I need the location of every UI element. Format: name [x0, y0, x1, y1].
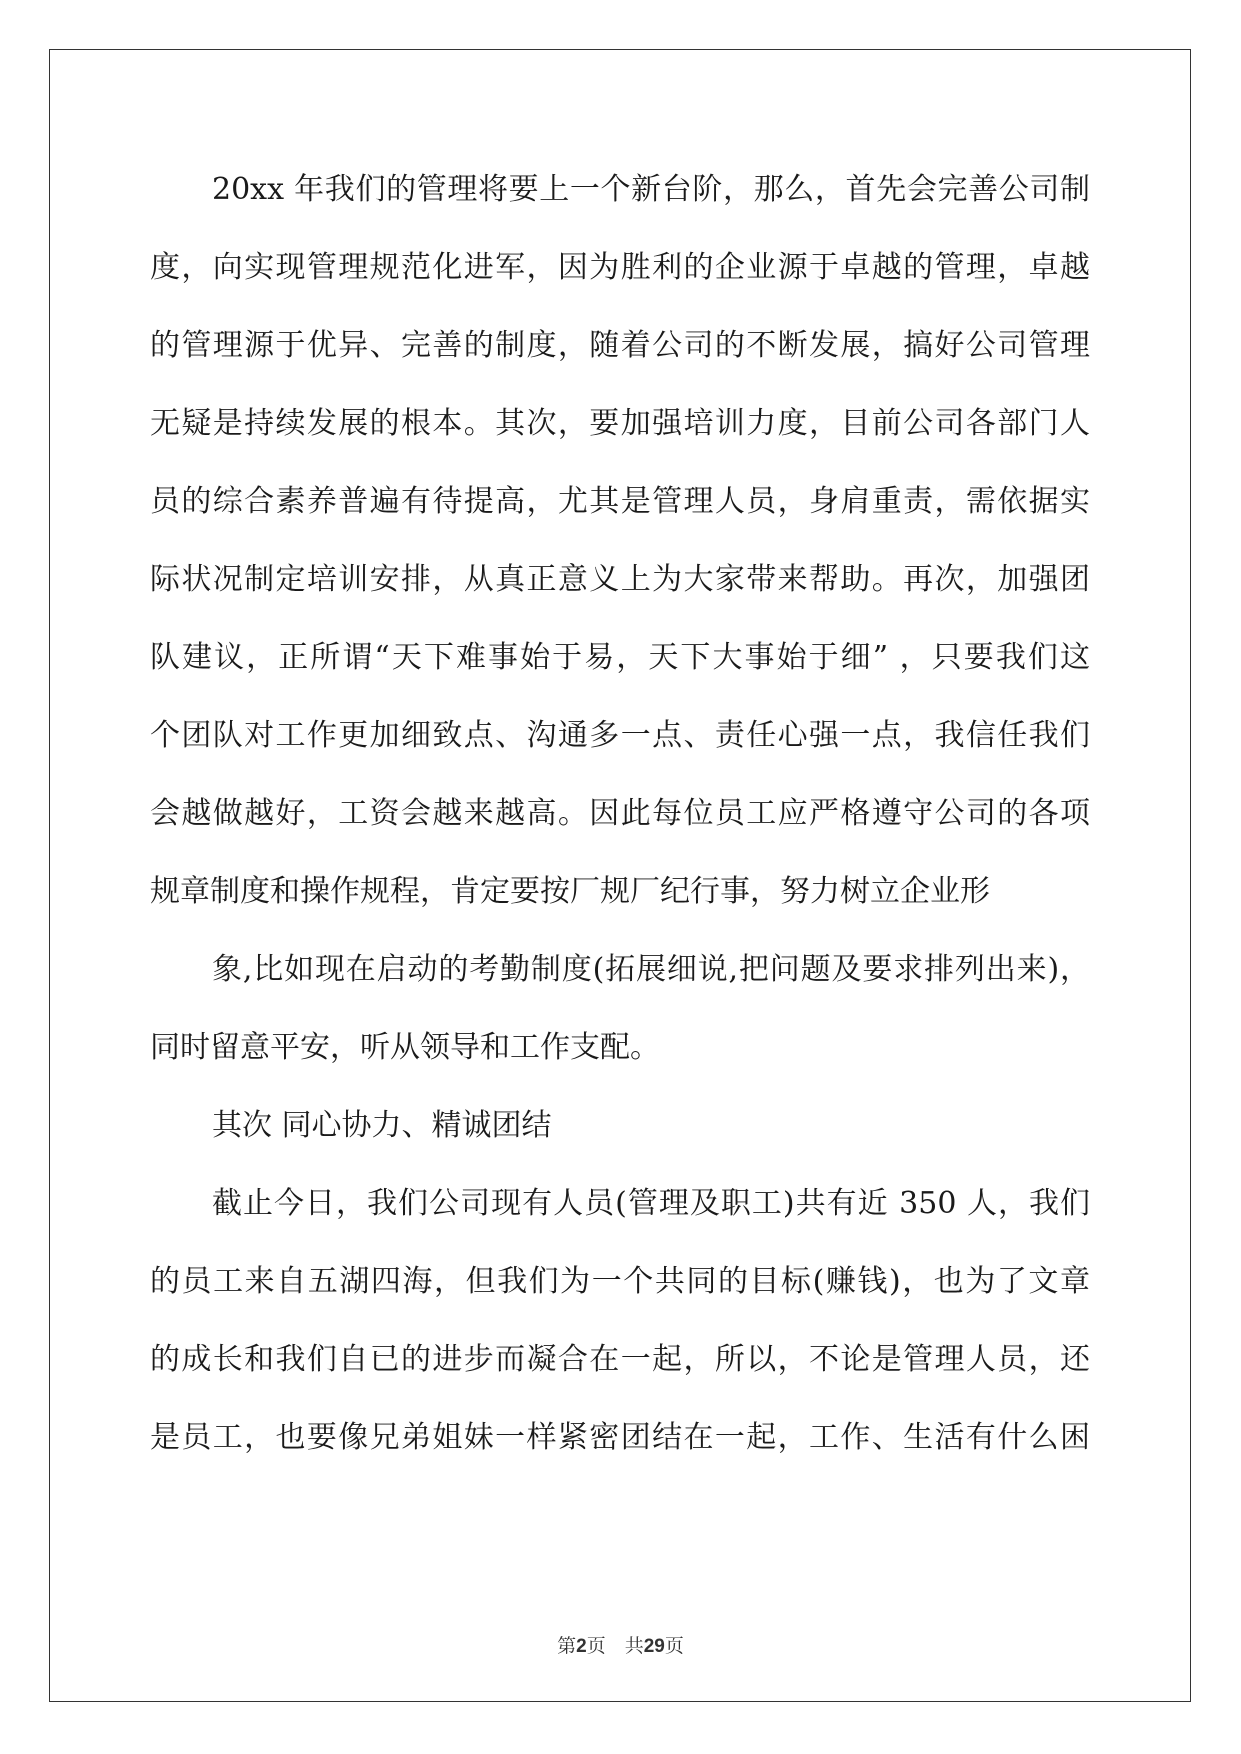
paragraph-line: 象,比如现在启动的考勤制度(拓展细说,把问题及要求排列出来)，: [212, 952, 1090, 987]
paragraph-line: 队建议，正所谓“天下难事始于易，天下大事始于细” ，只要我们这: [150, 640, 1090, 675]
paragraph-line: 的成长和我们自已的进步而凝合在一起，所以，不论是管理人员，还: [150, 1342, 1090, 1377]
paragraph-line: 度，向实现管理规范化进军，因为胜利的企业源于卓越的管理，卓越: [150, 250, 1090, 285]
paragraph-line: 无疑是持续发展的根本。其次，要加强培训力度，目前公司各部门人: [150, 406, 1090, 441]
paragraph-line: 同时留意平安，听从领导和工作支配。: [150, 1030, 660, 1065]
paragraph-line: 个团队对工作更加细致点、沟通多一点、责任心强一点，我信任我们: [150, 718, 1090, 753]
paragraph-line: 截止今日，我们公司现有人员(管理及职工)共有近 350 人，我们: [212, 1186, 1090, 1221]
footer-prefix: 第: [557, 1635, 577, 1657]
paragraph-line: 20xx 年我们的管理将要上一个新台阶，那么，首先会完善公司制: [212, 172, 1090, 207]
paragraph-line: 规章制度和操作规程，肯定要按厂规厂纪行事，努力树立企业形: [150, 874, 990, 909]
paragraph-line: 员的综合素养普遍有待提高，尤其是管理人员，身肩重责，需依据实: [150, 484, 1090, 519]
paragraph-line: 会越做越好，工资会越来越高。因此每位员工应严格遵守公司的各项: [150, 796, 1090, 831]
document-body: [150, 151, 1090, 1477]
paragraph-line: 际状况制定培训安排，从真正意义上为大家带来帮助。再次，加强团: [150, 562, 1090, 597]
page-footer: [0, 1631, 1241, 1658]
total-page-number: 29: [643, 1636, 665, 1657]
paragraph-line: 是员工，也要像兄弟姐妹一样紧密团结在一起，工作、生活有什么困: [150, 1420, 1090, 1455]
footer-mid: 页 共: [586, 1635, 644, 1657]
footer-suffix: 页: [664, 1635, 684, 1657]
paragraph-line: 的员工来自五湖四海，但我们为一个共同的目标(赚钱)，也为了文章: [150, 1264, 1090, 1299]
paragraph-line: 的管理源于优异、完善的制度，随着公司的不断发展，搞好公司管理: [150, 328, 1090, 363]
section-heading: 其次 同心协力、精诚团结: [212, 1108, 552, 1143]
current-page-number: 2: [576, 1636, 587, 1657]
